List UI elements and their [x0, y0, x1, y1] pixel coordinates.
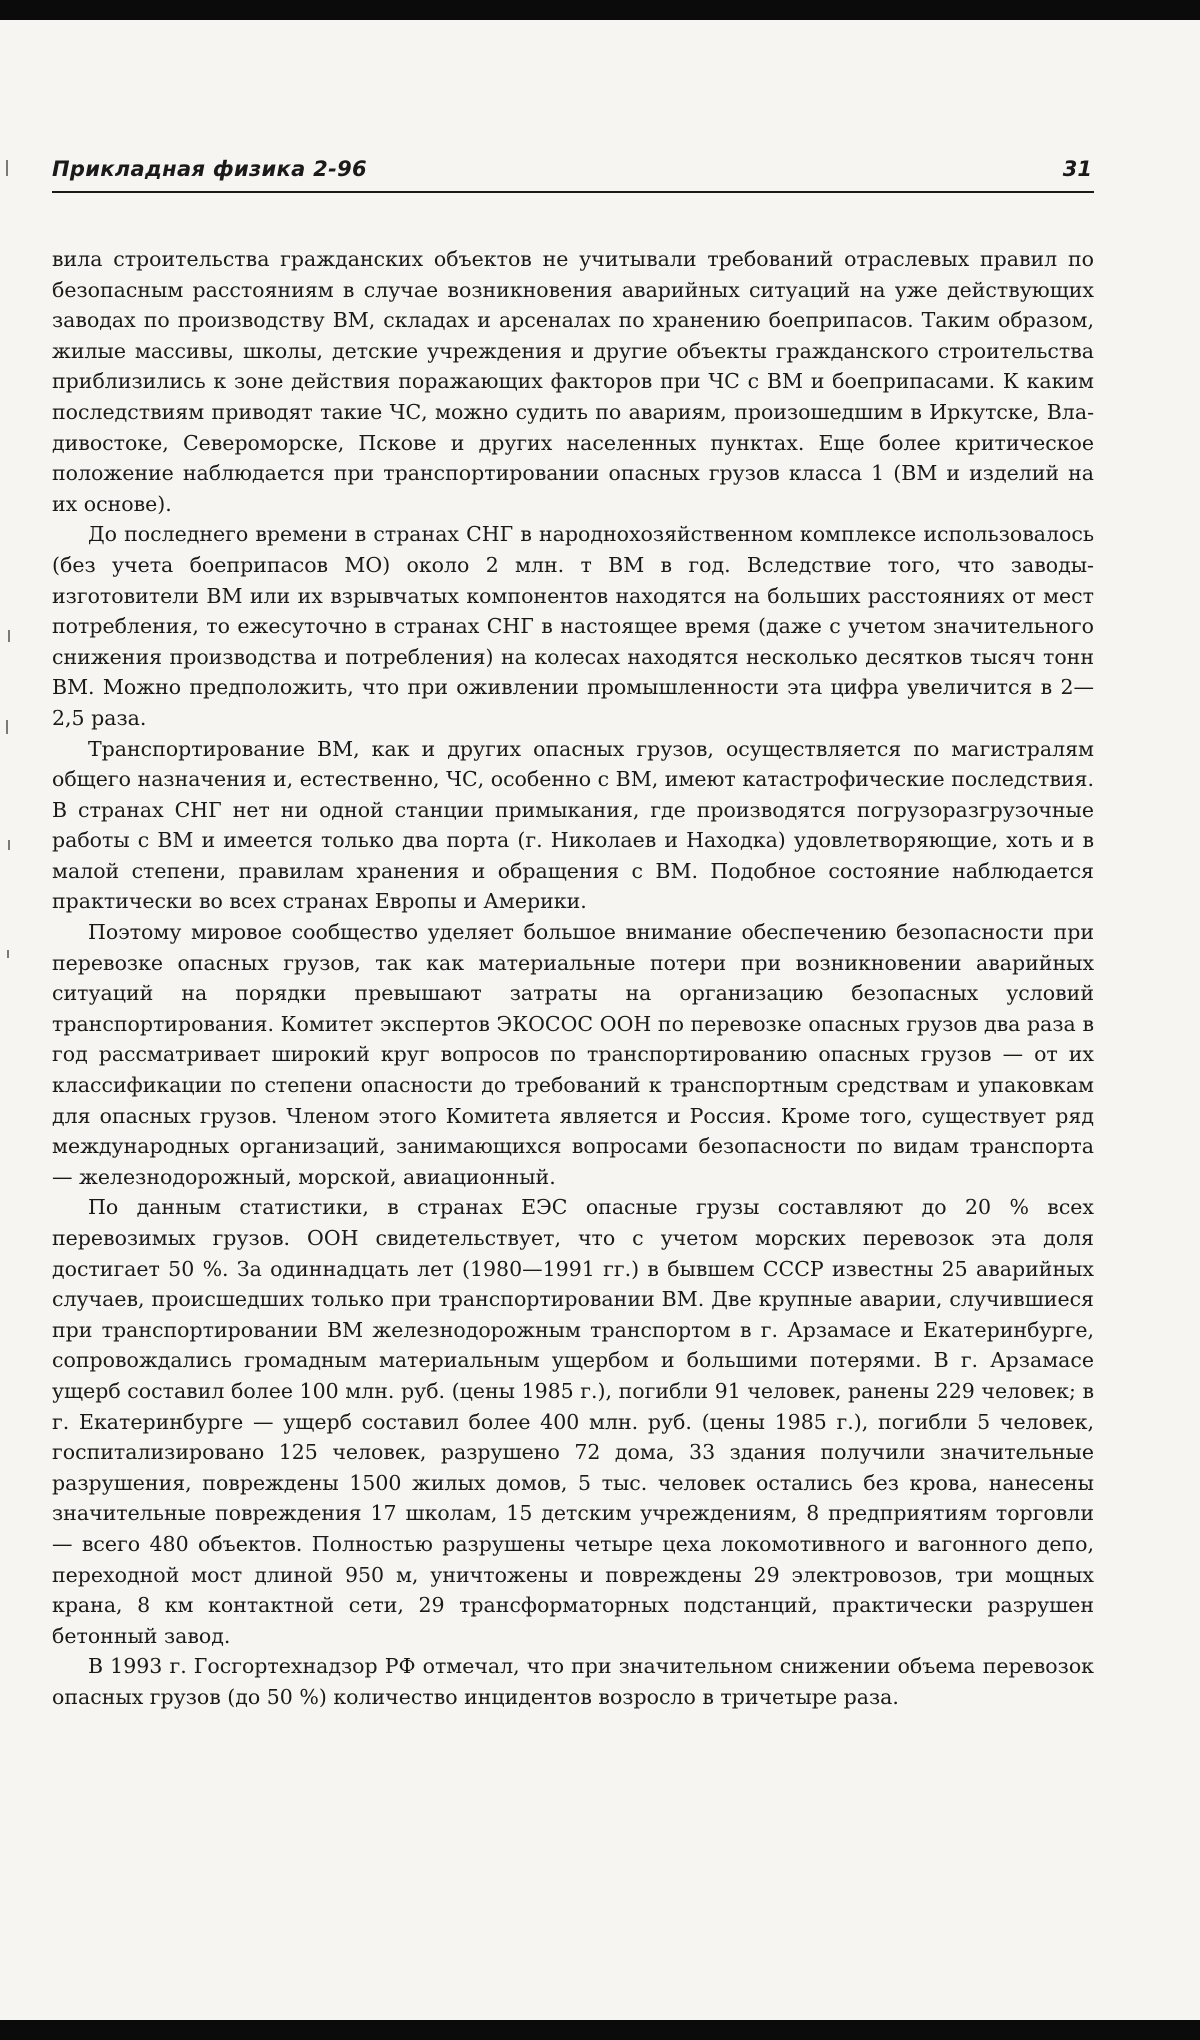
scan-margin-marks: [0, 20, 14, 2020]
paragraph-5: По данным статистики, в странах ЕЭС опасные грузы составляют до 20 % всех перевозимых грузов. ООН свидетельствует, что с учетом морских перевозок эта доля достигает 50 %. За одиннадцать лет (1980—1991 гг.) в бывшем СССР известны 25 аварийных случаев, происшедших только при транспортировании ВМ. Две крупные аварии, случившиеся при транспортировании ВМ железнодорожным транспортом в г. Арзамасе и Екатеринбурге, сопровождались громадным материальным ущербом и большими потерями. В г. Арзамасе ущерб составил более 100 млн. руб. (цены 1985 г.), погибли 91 человек, ранены 229 человек; в г. Екатеринбурге — ущерб составил более 400 млн. руб. (цены 1985 г.), погибли 5 человек, госпитализировано 125 человек, разрушено 72 дома, 33 здания получили значительные разрушения, повреждены 1500 жилых домов, 5 тыс. человек остались без крова, нанесены значительные повреждения 17 школам, 15 детским учреждениям, 8 предприятиям торговли — всего 480 объектов. Полностью разрушены четыре цеха локомотивного и вагонного депо, переходной мост длиной 950 м, уничтожены и повреждены 29 электровозов, три мощных крана, 8 км контактной сети, 29 трансформаторных подстанций, практически разрушен бетонный завод.: [52, 1195, 1094, 1648]
paragraph-1: вила строительства гражданских объектов не учитывали требований отраслевых правил по безопасным расстояниям в случае возникновения аварийных ситуаций на уже действующих заводах по производству ВМ, складах и арсеналах по хранению боеприпасов. Таким образом, жилые массивы, школы, детские учреждения и другие объекты гражданского строительства приблизились к зоне действия поражающих факторов при ЧС с ВМ и боеприпасами. К каким последствиям приводят такие ЧС, можно судить по авариям, произошедшим в Иркутске, Владивостоке, Североморске, Пскове и других населенных пунктах. Еще более критическое положение наблюдается при транспортировании опасных грузов класса 1 (ВМ и изделий на их основе).: [52, 247, 1094, 516]
running-head: [52, 157, 1094, 193]
paragraph-2: До последнего времени в странах СНГ в народнохозяйственном комплексе использовалось (без учета боеприпасов МО) около 2 млн. т ВМ в год. Вследствие того, что заводы-изготовители ВМ или их взрывчатых компонентов находятся на больших расстояниях от мест потребления, то ежесуточно в странах СНГ в настоящее время (даже с учетом значительного снижения производства и потребления) на колесах находятся несколько десятков тысяч тонн ВМ. Можно предположить, что при оживлении промышленности эта цифра увеличится в 2—2,5 раза.: [52, 522, 1094, 730]
article-body: [52, 244, 1094, 1713]
paragraph-6: В 1993 г. Госгортехнадзор РФ отмечал, что при значительном снижении объема перевозок опасных грузов (до 50 %) количество инцидентов возросло в тричетыре раза.: [52, 1654, 1094, 1709]
paragraph-3: Транспортирование ВМ, как и других опасных грузов, осуществляется по магистралям общего назначения и, естественно, ЧС, особенно с ВМ, имеют катастрофические последствия. В странах СНГ нет ни одной станции примыкания, где производятся погрузоразгрузочные работы с ВМ и имеется только два порта (г. Николаев и Находка) удовлетворяющие, хоть и в малой степени, правилам хранения и обращения с ВМ. Подобное состояние наблюдается практически во всех странах Европы и Америки.: [52, 736, 1094, 914]
paragraph-4: Поэтому мировое сообщество уделяет большое внимание обеспечению безопасности при перевозке опасных грузов, так как материальные потери при возникновении аварийных ситуаций на порядки превышают затраты на организацию безопасных условий транспортирования. Комитет экспертов ЭКОСОС ООН по перевозке опасных грузов два раза в год рассматривает широкий круг вопросов по транспортированию опасных грузов — от их классификации по степени опасности до требований к транспортным средствам и упаковкам для опасных грузов. Членом этого Комитета является и Россия. Кроме того, существует ряд международных организаций, занимающихся вопросами безопасности по видам транспорта — железнодорожный, морской, авиационный.: [52, 920, 1094, 1189]
page-number: 31: [1062, 157, 1092, 181]
scan-border-bottom: [0, 2020, 1200, 2040]
scan-border-top: [0, 0, 1200, 20]
journal-title: Прикладная физика 2-96: [52, 157, 367, 181]
